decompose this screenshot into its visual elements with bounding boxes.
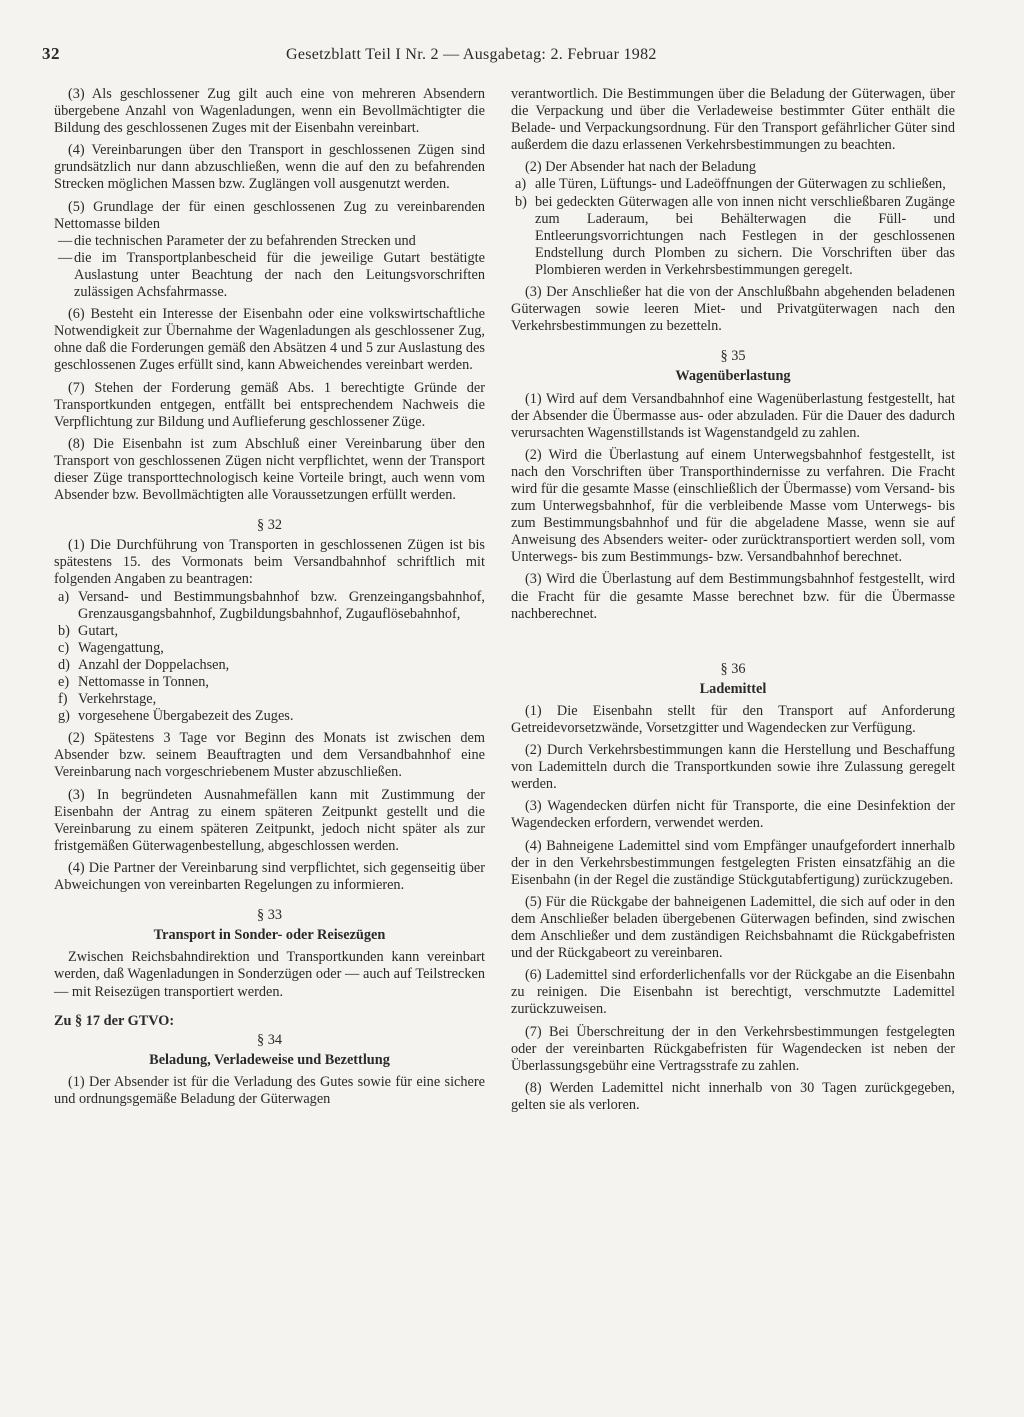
left-column (54, 86, 485, 1113)
paragraph: Zwischen Reichsbahndirektion und Transportkunden kann vereinbart werden, daß Wagenladungen in Sonderzügen oder — auch auf Teilstrecken — mit Reisezügen transportiert werden. (54, 949, 485, 1000)
paragraph: (3) Als geschlossener Zug gilt auch eine von mehreren Absendern übergebene Anzahl von Wagenladungen, wenn ein Bevollmächtigter die Bildung des geschlossenen Zuges mit der Eisenbahn vereinbart. (54, 86, 485, 137)
paragraph: (1) Die Eisenbahn stellt für den Transport auf Anforderung Getreidevorsetzwände, Vorsetzgitter und Wagendecken zur Verfügung. (511, 702, 955, 736)
list-item (511, 176, 955, 193)
paragraph: (6) Besteht ein Interesse der Eisenbahn oder eine volkswirtschaftliche Notwendigkeit zur Übernahme der Wagenladungen als geschlossener Zug, ohne daß die Forderungen gemäß den Absätzen 4 und 5 zur Auslastung des geschlossenen Zuges erfüllt sind, kann Abweichendes vereinbart werden. (54, 306, 485, 374)
paragraph: (8) Die Eisenbahn ist zum Abschluß einer Vereinbarung über den Transport von geschlossenen Zügen nicht verpflichtet, wenn der Transport dieser Züge transporttechnologisch keine Vorteile bringt, auch wenn vom Absender bzw. Bevollmächtigten alle Voraussetzungen erfüllt werden. (54, 435, 485, 504)
section-heading: § 34 (256, 1031, 283, 1048)
list-text: vorgesehene Übergabezeit des Zuges. (78, 708, 294, 725)
list-item (54, 674, 485, 691)
list-marker: a) (515, 176, 527, 193)
paragraph: (4) Vereinbarungen über den Transport in geschlossenen Zügen sind grundsätzlich nur dann abzuschließen, wenn die auf den zu befahrenden Strecken möglichen Massen bzw. Zuglängen voll ausgenutzt werden. (54, 142, 485, 193)
paragraph: (3) Der Anschließer hat die von der Anschlußbahn abgehenden beladenen Güterwagen sowie leeren Miet- und Privatgüterwagen nach den Verkehrsbestimmungen zu bezetteln. (511, 284, 955, 335)
list-item (54, 250, 485, 301)
paragraph-continuation: verantwortlich. Die Bestimmungen über die Beladung der Güterwagen, über die Verpackung und über die Verladeweise bestimmter Güter enthält die Belade- und Verpackungsordnung. Für den Transport gefährlicher Güter sind außerdem die dazu erlassenen Verkehrsbestimmungen zu beachten. (511, 86, 955, 154)
running-header: Gesetzblatt Teil I Nr. 2 — Ausgabetag: 2. Februar 1982 (286, 46, 657, 63)
paragraph: (2) Durch Verkehrsbestimmungen kann die Herstellung und Beschaffung von Lademitteln durch die Transportkunden sowie ihre Zulassung geregelt werden. (511, 742, 955, 793)
list-item (54, 233, 485, 250)
right-column (511, 86, 955, 1119)
list-marker: c) (58, 639, 70, 656)
paragraph: (2) Spätestens 3 Tage vor Beginn des Monats ist zwischen dem Absender bzw. seinem Beauftragten und dem Versandbahnhof eine Vereinbarung nach vorgeschriebenem Muster abzuschließen. (54, 730, 485, 781)
paragraph: (8) Werden Lademittel nicht innerhalb von 30 Tagen zurückgegeben, gelten sie als verloren. (511, 1079, 955, 1113)
paragraph: (4) Bahneigene Lademittel sind vom Empfänger unaufgefordert innerhalb der in den Verkehrsbestimmungen festgelegten Fristen einsatzfähig an die Eisenbahn (in der Regel die zuständige Stückgutabfertigung) zurückzugeben. (511, 837, 955, 888)
section-title: Lademittel (699, 680, 767, 697)
paragraph: (6) Lademittel sind erforderlichenfalls vor der Rückgabe an die Eisenbahn zu reinigen. Die Eisenbahn ist berechtigt, verschmutzte Lademittel zurückzuweisen. (511, 967, 955, 1018)
paragraph: (1) Die Durchführung von Transporten in geschlossenen Zügen ist bis spätestens 15. des Vormonats beim Versandbahnhof schriftlich mit folgenden Angaben zu beantragen: (54, 537, 485, 588)
list-marker: b) (58, 622, 70, 639)
list-text: Wagengattung, (78, 639, 164, 656)
list-text: die technischen Parameter der zu befahrenden Strecken und (74, 232, 416, 249)
list-text: Verkehrstage, (78, 691, 157, 708)
section-title: Beladung, Verladeweise und Bezettlung (149, 1051, 390, 1068)
paragraph: (2) Wird die Überlastung auf einem Unterwegsbahnhof festgestellt, ist nach den Vorschriften über Transporthindernisse zu verfahren. Die Fracht wird für die gesamte Masse (einschließlich der Übermasse) vom Versand- bis zum Unterwegsbahnhof, für die verbleibende Masse vom Unterwegs- bis zum Bestimmungsbahnhof und für die abgeladene Masse, wenn sie auf Anweisung des Absenders weiter- oder zurücktransportiert werden soll, vom Unterwegs- bis zum Bestimmungs- bzw. Versandbahnhof berechnet. (511, 446, 955, 566)
paragraph: (3) In begründeten Ausnahmefällen kann mit Zustimmung der Eisenbahn der Antrag zu einem späteren Zeitpunkt gestellt und die Vereinbarung zu einem späteren Zeitpunkt, jedoch nicht später als zur fristgemäßen Güterwagenbestellung, abgeschlossen werden. (54, 786, 485, 854)
paragraph: (7) Bei Überschreitung der in den Verkehrsbestimmungen festgelegten oder der vereinbarten Rückgabefristen für Wagendecken ist neben der Überlassungsgebühr eine Vertragsstrafe zu zahlen. (511, 1023, 955, 1074)
paragraph: (1) Der Absender ist für die Verladung des Gutes sowie für eine sichere und ordnungsgemäße Beladung der Güterwagen (54, 1073, 485, 1107)
section-heading: § 35 (720, 348, 746, 365)
list-marker: f) (58, 691, 68, 708)
alpha-list (511, 176, 955, 279)
section-heading: § 32 (256, 517, 283, 534)
list-text: alle Türen, Lüftungs- und Ladeöffnungen der Güterwagen zu schließen, (535, 176, 946, 193)
page-number: 32 (42, 44, 60, 63)
section-heading: § 33 (256, 907, 283, 924)
section-title: Transport in Sonder- oder Reisezügen (153, 927, 386, 944)
list-text: Gutart, (78, 622, 119, 639)
list-item (54, 691, 485, 708)
list-item (511, 194, 955, 279)
section-heading: § 36 (720, 660, 746, 677)
list-item (54, 657, 485, 674)
paragraph: (5) Für die Rückgabe der bahneigenen Lademittel, die sich auf oder in den dem Anschließer beladen übergebenen Güterwagen befinden, sind zwischen dem Anschließer und dem zuständigen Reichsbahnamt die Rückgabefristen und der Rückgabeort zu vereinbaren. (511, 893, 955, 962)
paragraph: (5) Grundlage der für einen geschlossenen Zug zu vereinbarenden Nettomasse bilden (54, 198, 485, 232)
list-item (54, 640, 485, 657)
list-marker: g) (58, 708, 70, 725)
list-marker: a) (58, 588, 70, 605)
paragraph: (1) Wird auf dem Versandbahnhof eine Wagenüberlastung festgestellt, hat der Absender die Übermasse aus- oder abzuladen. Für die Dauer des dadurch verursachten Wagenstillstands ist Wagenstandgeld zu zahlen. (511, 390, 955, 441)
list-marker: — (58, 232, 73, 249)
regulation-reference: Zu § 17 der GTVO: (54, 1012, 175, 1029)
paragraph: (4) Die Partner der Vereinbarung sind verpflichtet, sich gegenseitig über Abweichungen von vereinbarten Regelungen zu informieren. (54, 859, 485, 894)
list-marker: — (58, 249, 73, 266)
list-text: Versand- und Bestimmungsbahnhof bzw. Grenzeingangsbahnhof, Grenzausgangsbahnhof, Zugbildungsbahnhof, Zugauflösebahnhof, (78, 588, 485, 622)
paragraph: (7) Stehen der Forderung gemäß Abs. 1 berechtigte Gründe der Transportkunden entgegen, entfällt bei entsprechendem Nachweis die Verpflichtung zur Bildung und Auflieferung geschlossener Züge. (54, 379, 485, 430)
list-item (54, 623, 485, 640)
list-marker: e) (58, 674, 70, 690)
alpha-list (54, 589, 485, 726)
list-marker: d) (58, 656, 70, 673)
list-text: bei gedeckten Güterwagen alle von innen nicht verschließbaren Zugänge zum Laderaum, bei Behälterwagen die Füll- und Entleerungsvorrichtungen nach Festlegen in der geschlossenen Endstellung durch Plomben zu sichern. Die Vorschriften über das Plombieren werden in Verkehrsbestimmungen geregelt. (535, 193, 955, 278)
list-text: die im Transportplanbescheid für die jeweilige Gutart bestätigte Auslastung unter Beachtung der nach den Leitungsvorschriften zulässigen Achsfahrmasse. (74, 249, 485, 301)
list-item (54, 708, 485, 725)
list-marker: b) (515, 193, 527, 210)
paragraph: (3) Wird die Überlastung auf dem Bestimmungsbahnhof festgestellt, wird die Fracht für die gesamte Masse berechnet bzw. für die Übermasse nachberechnet. (511, 571, 955, 622)
section-title: Wagenüberlastung (675, 368, 791, 385)
list-text: Anzahl der Doppelachsen, (78, 656, 230, 673)
list-text: Nettomasse in Tonnen, (78, 674, 209, 690)
dash-list (54, 233, 485, 301)
paragraph: (2) Der Absender hat nach der Beladung (525, 159, 757, 176)
paragraph: (3) Wagendecken dürfen nicht für Transporte, die eine Desinfektion der Wagendecken erfordern, verwendet werden. (511, 798, 955, 832)
list-item (54, 589, 485, 623)
